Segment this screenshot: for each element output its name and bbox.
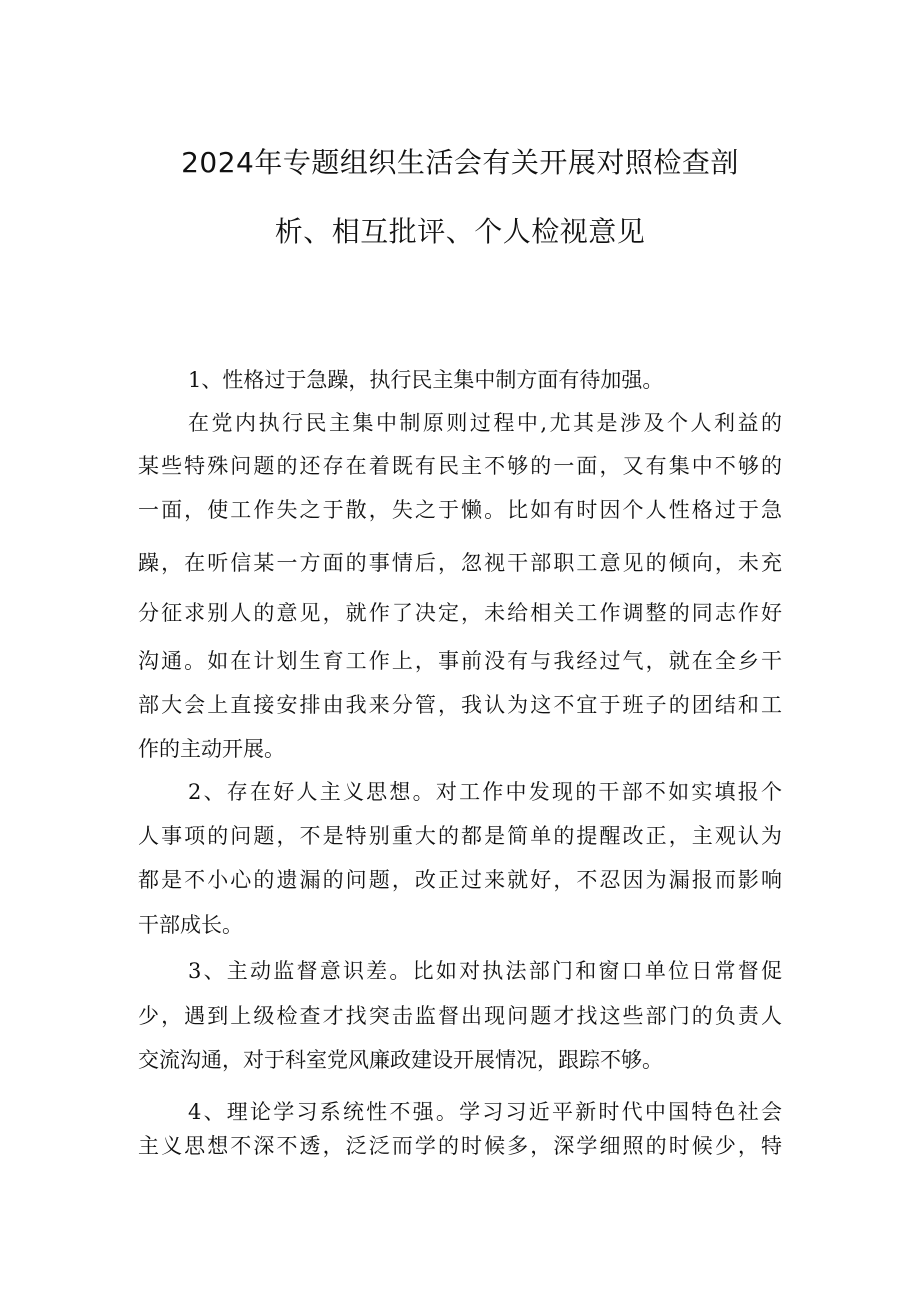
text-line: 主义思想不深不透，泛泛而学的时候多，深学细照的时候少，特 <box>138 1134 782 1158</box>
text-line: 1、性格过于急躁，执行民主集中制方面有待加强。 <box>188 368 664 392</box>
document-title-line-2: 析、相互批评、个人检视意见 <box>274 215 646 248</box>
text-line: 都是不小心的遗漏的问题，改正过来就好，不忍因为漏报而影响 <box>138 868 782 892</box>
text-line: 干部成长。 <box>138 913 243 937</box>
text-line: 部大会上直接安排由我来分管，我认为这不宜于班子的团结和工 <box>138 693 782 717</box>
text-line: 交流沟通，对于科室党风廉政建设开展情况，跟踪不够。 <box>138 1048 663 1072</box>
text-line: 某些特殊问题的还存在着既有民主不够的一面，又有集中不够的 <box>138 454 782 478</box>
text-line: 分征求别人的意见，就作了决定，未给相关工作调整的同志作好 <box>138 601 782 625</box>
text-line: 人事项的问题，不是特别重大的都是简单的提醒改正，主观认为 <box>138 824 782 848</box>
text-line: 在党内执行民主集中制原则过程中,尤其是涉及个人利益的 <box>188 411 782 435</box>
text-line: 4、理论学习系统性不强。学习习近平新时代中国特色社会 <box>188 1100 782 1124</box>
text-line: 2、存在好人主义思想。对工作中发现的干部不如实填报个 <box>188 780 782 804</box>
text-line: 作的主动开展。 <box>138 737 285 761</box>
text-line: 少，遇到上级检查才找突击监督出现问题才找这些部门的负责人 <box>138 1004 782 1028</box>
text-line: 沟通。如在计划生育工作上，事前没有与我经过气，就在全乡干 <box>138 649 782 673</box>
text-line: 一面，使工作失之于散，失之于懒。比如有时因个人性格过于急 <box>138 498 782 522</box>
text-line: 3、主动监督意识差。比如对执法部门和窗口单位日常督促 <box>188 959 782 983</box>
document-title-line-1: 2024年专题组织生活会有关开展对照检查剖 <box>181 146 739 179</box>
text-line: 躁，在听信某一方面的事情后，忽视干部职工意见的倾向，未充 <box>138 551 782 575</box>
